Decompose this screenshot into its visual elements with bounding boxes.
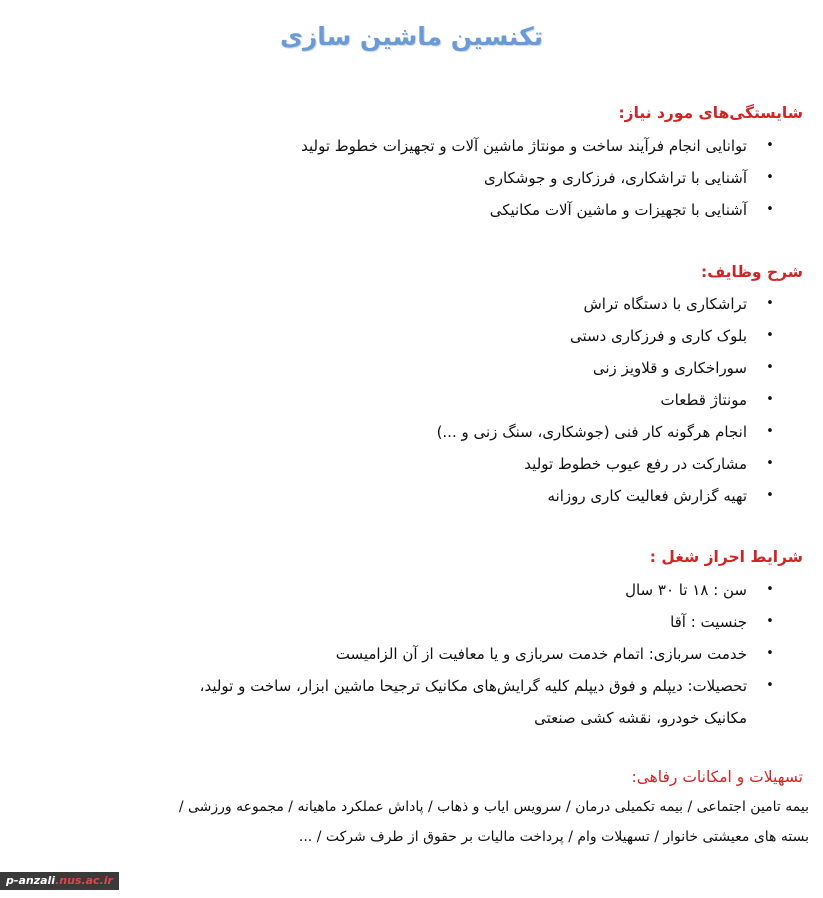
list-item (301, 194, 775, 226)
bullet-icon: • (766, 678, 774, 693)
site-watermark (0, 872, 119, 890)
list-item (437, 288, 775, 320)
requirements-heading: شرایط احراز شغل : (649, 548, 803, 566)
watermark-suffix: .nus.ac.ir (55, 874, 113, 887)
bullet-icon: • (766, 170, 774, 185)
list-item-text: سن : ۱۸ تا ۳۰ سال (625, 581, 747, 599)
list-item-text: آشنایی با تراشکاری، فرزکاری و جوشکاری (483, 169, 747, 187)
list-item (200, 574, 775, 606)
bullet-icon: • (766, 328, 774, 343)
bullet-icon: • (766, 392, 774, 407)
benefits-line-1: بیمه تامین اجتماعی / بیمه تکمیلی درمان / سرویس ایاب و ذهاب / پاداش عملکرد ماهیانه / مجموعه ورزشی / (178, 799, 809, 815)
bullet-icon: • (766, 424, 774, 439)
list-item (437, 480, 775, 512)
list-item (437, 448, 775, 480)
bullet-icon: • (766, 202, 774, 217)
list-item-text: آشنایی با تجهیزات و ماشین آلات مکانیکی (489, 201, 747, 219)
list-item (200, 606, 775, 638)
watermark-prefix: p-anzali (6, 874, 56, 887)
list-item-text: جنسیت : آقا (670, 613, 747, 631)
list-item (437, 320, 775, 352)
bullet-icon: • (766, 582, 774, 597)
list-item-text: مونتاژ قطعات (660, 391, 747, 409)
bullet-icon: • (766, 614, 774, 629)
list-item-text: مشارکت در رفع عیوب خطوط تولید (524, 455, 747, 473)
list-item-text: بلوک کاری و فرزکاری دستی (570, 327, 747, 345)
bullet-icon: • (766, 456, 774, 471)
list-item-text: توانایی انجام فرآیند ساخت و مونتاژ ماشین آلات و تجهیزات خطوط تولید (301, 137, 747, 155)
list-item-text: سوراخکاری و قلاویز زنی (592, 359, 747, 377)
list-item-text: خدمت سربازی: اتمام خدمت سربازی و یا معافیت از آن الزامیست (335, 645, 747, 663)
list-item (200, 638, 775, 670)
list-item (200, 670, 775, 734)
list-item-text: انجام هرگونه کار فنی (جوشکاری، سنگ زنی و ...) (436, 423, 747, 441)
benefits-text (9, 792, 809, 852)
benefits-heading: تسهیلات و امکانات رفاهی: (631, 768, 803, 786)
list-item (437, 384, 775, 416)
page-title: تکنسین ماشین سازی (279, 22, 544, 51)
competencies-list (301, 130, 775, 226)
bullet-icon: • (766, 296, 774, 311)
list-item (437, 352, 775, 384)
education-line-2: مکانیک خودرو، نقشه کشی صنعتی (534, 709, 747, 727)
competencies-heading: شایستگی‌های مورد نیاز: (618, 104, 803, 122)
bullet-icon: • (766, 360, 774, 375)
list-item-text: تراشکاری با دستگاه تراش (583, 295, 747, 313)
bullet-icon: • (766, 488, 774, 503)
benefits-line-2: بسته های معیشتی خانوار / تسهیلات وام / پرداخت مالیات بر حقوق از طرف شرکت / ... (298, 829, 809, 845)
bullet-icon: • (766, 646, 774, 661)
list-item (301, 162, 775, 194)
bullet-icon: • (766, 138, 774, 153)
duties-heading: شرح وظایف: (701, 263, 803, 281)
list-item-text: تهیه گزارش فعالیت کاری روزانه (547, 487, 747, 505)
requirements-list (200, 574, 775, 734)
list-item (437, 416, 775, 448)
list-item (301, 130, 775, 162)
duties-list (437, 288, 775, 512)
education-line-1: تحصیلات: دیپلم و فوق دیپلم کلیه گرایش‌های مکانیک ترجیحا ماشین ابزار، ساخت و تولید، (199, 677, 747, 695)
